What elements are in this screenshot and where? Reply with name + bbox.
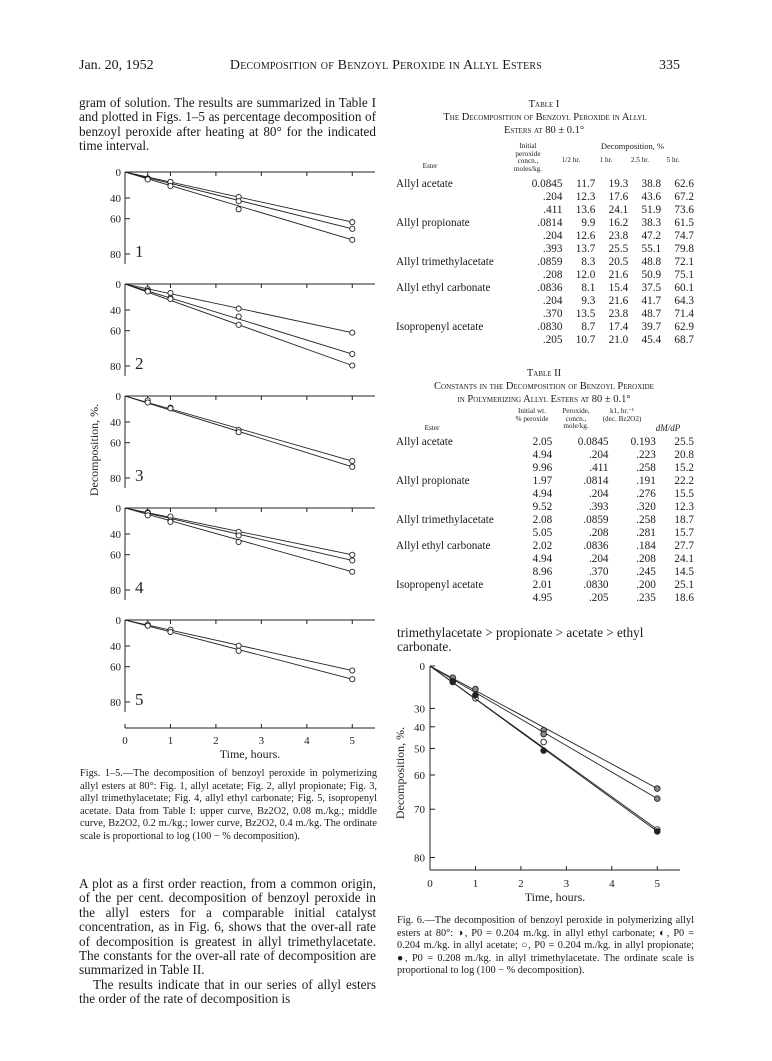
table2-caption-line1: Constants in the Decomposition of Benzoyl Peroxide: [434, 381, 654, 392]
fig15-ytick-label: 40: [110, 305, 121, 318]
table1-row: [394, 295, 696, 308]
table1-cell-c: .204: [542, 191, 563, 203]
table2: [394, 436, 696, 605]
table2-cell-k: .281: [636, 527, 656, 539]
table1-row: [394, 230, 696, 243]
table1-cell-ester: Allyl propionate: [396, 217, 470, 229]
fig15-panel-number: 1: [135, 242, 144, 261]
table1-cell-a: 9.3: [581, 295, 596, 307]
table1-row: [394, 334, 696, 347]
fig15-ytick-label: 60: [110, 213, 121, 226]
table2-cell-ester: [394, 449, 516, 462]
table1-col-t3: 2.5 hr.: [630, 156, 650, 164]
table2-row: [394, 553, 696, 566]
table1-cell-c: .393: [542, 243, 563, 255]
fig15-x-tick-label: 0: [122, 735, 128, 747]
table1-cell-ester: [394, 269, 516, 282]
body-paragraph-text: A plot as a first order reaction, from a common origin, of the per cent. decomposition of benzoyl peroxide in the allyl esters for a comparable initial catalyst concentration, as in Fig. 6, shows that the over-all rate of decomposition is greatest in allyl trimethylacetate. The constants for the over-all rate of decomposition are summarized in Table II.: [79, 876, 376, 978]
table2-cell-ester: [394, 566, 516, 579]
table1-cell-e: 73.6: [674, 204, 694, 216]
fig15-data-point: [350, 458, 355, 463]
table1-cell-c: .208: [542, 269, 563, 281]
fig15-ytick-label: 40: [110, 417, 121, 430]
table2-cell-d: 20.8: [674, 449, 694, 461]
fig15-data-point: [350, 677, 355, 682]
table1-cell-e: 71.4: [674, 308, 694, 320]
table1: [394, 178, 696, 347]
table1-cell-b: 16.2: [608, 217, 629, 229]
table2-cell-c: 0.0845: [577, 436, 609, 448]
table2-label: Table II: [526, 368, 562, 379]
table1-cell-ester: [394, 230, 516, 243]
intro-paragraph: gram of solution. The results are summarized in Table I and plotted in Figs. 1–5 as percentage decomposition of benzoyl peroxide after heating at 80° for the indicated time interval.: [79, 95, 376, 154]
table1-col-ester: Ester: [422, 162, 438, 170]
fig6-ytick-label: 30: [414, 703, 425, 716]
body-paragraph: [79, 877, 376, 1007]
table2-cell-c: .0859: [583, 514, 609, 526]
table2-row: [394, 579, 696, 592]
table1-cell-ester: [394, 295, 516, 308]
table2-cell-c: .0830: [583, 579, 609, 591]
table1-cell-d: 37.5: [641, 282, 662, 294]
table2-cell-c: .204: [588, 449, 609, 461]
table2-col-dm: dM/dP: [655, 423, 681, 433]
fig15-data-point: [145, 289, 150, 294]
fig6-y-label: Decomposition, %.: [393, 726, 407, 820]
table2-cell-k: .200: [636, 579, 656, 591]
fig15-data-point: [236, 643, 241, 648]
table2-cell-k: .245: [636, 566, 656, 578]
fig15-ytick-label: 80: [110, 249, 121, 261]
fig15-ytick-label: 40: [110, 193, 121, 206]
fig6-xtick-label: 4: [609, 878, 615, 890]
table1-cell-e: 60.1: [674, 282, 694, 294]
table1-cell-d: 43.6: [641, 191, 662, 203]
table2-cell-k: 0.193: [630, 436, 656, 448]
table2-cell-d: 15.5: [674, 488, 694, 500]
fig6-ytick-label: 80: [414, 852, 425, 865]
table1-cell-ester: [394, 204, 516, 217]
table2-cell-w: 9.52: [532, 501, 553, 513]
table2-row: [394, 462, 696, 475]
table1-cell-c: .0830: [537, 321, 563, 333]
fig15-ytick-label: 40: [110, 641, 121, 654]
fig15-panel-number: 3: [135, 466, 144, 485]
fig15-y-label: Decomposition, %.: [87, 403, 101, 497]
fig15-data-point: [350, 552, 355, 557]
fig15-x-tick-label: 1: [167, 735, 174, 747]
fig15-data-point: [350, 237, 355, 242]
table2-cell-w: 5.05: [532, 527, 553, 539]
fig15-data-point: [350, 220, 355, 225]
fig15-data-point: [236, 207, 241, 212]
running-header-title: Decomposition of Benzoyl Peroxide in Allyl Esters: [229, 58, 543, 73]
table1-caption-line2: Esters at 80 ± 0.1°: [503, 125, 585, 136]
fig15-data-point: [350, 363, 355, 368]
fig15-data-point: [236, 322, 241, 327]
table2-cell-c: .370: [588, 566, 609, 578]
table1-cell-a: 8.3: [581, 256, 596, 268]
table1-col-t1: 1/2 hr.: [561, 156, 581, 164]
table2-row: [394, 566, 696, 579]
figure-1-5: [80, 160, 380, 770]
table1-cell-d: 38.3: [641, 217, 662, 229]
table1-cell-c: .205: [542, 334, 563, 346]
table2-cell-d: 25.1: [674, 579, 694, 591]
fig6-data-point: [541, 731, 547, 737]
fig6-ytick-label: 60: [414, 770, 425, 783]
table1-cell-b: 17.4: [608, 321, 629, 333]
table1-cell-a: 9.9: [581, 217, 596, 229]
fig15-data-point: [145, 513, 150, 518]
table2-cell-ester: Isopropenyl acetate: [396, 579, 484, 591]
table1-cell-c: .204: [542, 295, 563, 307]
fig6-data-point: [654, 829, 660, 835]
table2-cell-w: 2.01: [532, 579, 553, 591]
table2-cell-w: 4.94: [532, 449, 553, 461]
table1-row: [394, 217, 696, 230]
table1-cell-ester: Allyl acetate: [396, 178, 453, 190]
fig6-data-point: [450, 678, 456, 684]
table2-cell-w: 2.02: [532, 540, 553, 552]
table1-cell-b: 21.0: [608, 334, 629, 346]
table2-cell-c: .204: [588, 553, 609, 565]
table1-cell-c: .411: [543, 204, 563, 216]
table1-cell-ester: Allyl trimethylacetate: [396, 256, 494, 268]
table2-cell-k: .223: [636, 449, 656, 461]
fig15-ytick-label: 80: [110, 697, 121, 709]
fig15-ytick-label: 60: [110, 549, 121, 562]
table2-cell-c: .0814: [583, 475, 609, 487]
fig15-x-tick-label: 5: [349, 735, 356, 747]
table1-col-initial: Initial peroxide concn., moles/kg.: [513, 142, 543, 173]
table2-cell-k: .235: [636, 592, 656, 604]
fig6-xtick-label: 2: [518, 878, 524, 890]
fig6-xtick-label: 0: [427, 878, 433, 890]
table2-cell-c: .204: [588, 488, 609, 500]
fig15-data-point: [168, 519, 173, 524]
table1-label: Table I: [528, 99, 560, 110]
table2-cell-w: 1.97: [532, 475, 553, 487]
table1-cell-b: 21.6: [608, 269, 629, 281]
page-number: 335: [659, 58, 680, 73]
table1-row: [394, 269, 696, 282]
table1-cell-d: 41.7: [641, 295, 662, 307]
fig15-ytick-label: 0: [115, 615, 121, 627]
table2-cell-d: 24.1: [674, 553, 694, 565]
table1-cell-b: 25.5: [608, 243, 629, 255]
fig15-data-point: [350, 464, 355, 469]
table1-row: [394, 178, 696, 191]
fig15-data-point: [236, 306, 241, 311]
fig15-data-point: [168, 406, 173, 411]
table1-cell-d: 47.2: [641, 230, 662, 242]
table1-cell-c: .0814: [537, 217, 563, 229]
fig6-ytick-label: 40: [414, 721, 425, 734]
table2-cell-c: .0836: [583, 540, 609, 552]
table1-cell-d: 39.7: [641, 321, 662, 333]
table2-cell-k: .191: [636, 475, 656, 487]
table1-cell-a: 12.0: [575, 269, 596, 281]
fig15-data-point: [350, 351, 355, 356]
fig15-ytick-label: 60: [110, 661, 121, 674]
table2-row: [394, 475, 696, 488]
fig15-panel-number: 5: [135, 690, 144, 709]
table1-cell-a: 13.7: [575, 243, 596, 255]
fig6-ytick-label: 50: [414, 743, 425, 756]
table1-cell-e: 72.1: [674, 256, 694, 268]
table1-cell-ester: [394, 191, 516, 204]
fig15-data-point: [145, 400, 150, 405]
table1-cell-a: 10.7: [575, 334, 596, 346]
fig15-ytick-label: 60: [110, 325, 121, 338]
table1-cell-d: 48.8: [641, 256, 662, 268]
fig15-x-label: Time, hours.: [219, 747, 281, 761]
fig15-ytick-label: 60: [110, 437, 121, 450]
table1-cell-c: .0859: [537, 256, 563, 268]
table2-caption-line2: in Polymerizing Allyl Esters at 80 ± 0.1°: [457, 394, 631, 405]
fig15-ytick-label: 0: [115, 391, 121, 403]
table2-cell-k: .208: [636, 553, 656, 565]
table1-cell-e: 67.2: [674, 191, 694, 203]
table2-row: [394, 527, 696, 540]
body-paragraph-text-2: The results indicate that in our series of allyl esters the order of the rate of decomposition is: [79, 976, 376, 1007]
table2-row: [394, 501, 696, 514]
table2-cell-c: .411: [589, 462, 609, 474]
table1-col-t2: 1 hr.: [599, 156, 613, 164]
table2-cell-d: 15.7: [674, 527, 694, 539]
running-header-date: Jan. 20, 1952: [79, 58, 154, 73]
table2-cell-d: 12.3: [674, 501, 694, 513]
table1-col-t4: 5 hr.: [666, 156, 680, 164]
table2-cell-ester: [394, 488, 516, 501]
fig6-xtick-label: 3: [563, 878, 570, 890]
table1-cell-b: 23.8: [608, 230, 629, 242]
fig15-data-point: [236, 533, 241, 538]
table2-cell-d: 15.2: [674, 462, 694, 474]
fig15-ytick-label: 40: [110, 529, 121, 542]
fig15-data-point: [236, 430, 241, 435]
table1-cell-ester: [394, 243, 516, 256]
table1-cell-a: 12.6: [575, 230, 596, 242]
table2-cell-k: .258: [636, 514, 656, 526]
table1-row: [394, 256, 696, 269]
table2-cell-c: .393: [588, 501, 609, 513]
table1-cell-a: 13.5: [575, 308, 596, 320]
fig15-panel-number: 4: [135, 578, 144, 597]
fig15-ytick-label: 0: [115, 167, 121, 179]
table2-cell-ester: [394, 553, 516, 566]
table2-cell-w: 2.08: [532, 514, 553, 526]
table2-row: [394, 488, 696, 501]
table1-cell-ester: [394, 334, 516, 347]
table2-cell-d: 18.6: [674, 592, 694, 604]
table1-cell-b: 20.5: [608, 256, 629, 268]
fig15-data-point: [350, 330, 355, 335]
table1-cell-c: .0836: [537, 282, 563, 294]
table2-cell-ester: Allyl acetate: [396, 436, 453, 448]
table1-cell-ester: [394, 308, 516, 321]
table2-cell-k: .258: [636, 462, 656, 474]
table2-row: [394, 592, 696, 605]
table1-cell-c: .204: [542, 230, 563, 242]
table1-cell-d: 55.1: [641, 243, 662, 255]
table2-cell-w: 4.94: [532, 553, 553, 565]
table2-cell-w: 4.95: [532, 592, 553, 604]
fig15-ytick-label: 0: [115, 503, 121, 515]
fig15-ytick-label: 80: [110, 361, 121, 373]
table1-row: [394, 308, 696, 321]
fig15-data-point: [168, 183, 173, 188]
table2-cell-w: 8.96: [532, 566, 553, 578]
figure-6-caption: Fig. 6.—The decomposition of benzoyl peroxide in polymerizing allyl esters at 80°: ◑, P0 = 0.204 m./kg. in allyl ethyl carbonate; ◐, P0 = 0.204 m./kg. in allyl acetate; ○, P0 = 0.204 m./kg. in allyl propionate; ●, P0 = 0.208 m./kg. in allyl trimethylacetate. The ordinate scale is proportional to log (100 − % decomposition).: [397, 915, 694, 977]
fig6-data-point: [541, 748, 547, 754]
table2-cell-c: .208: [588, 527, 609, 539]
fig15-data-point: [145, 623, 150, 628]
table1-cell-ester: Allyl ethyl carbonate: [396, 282, 491, 294]
table1-cell-e: 62.6: [674, 178, 694, 190]
fig15-data-point: [350, 569, 355, 574]
table1-cell-c: 0.0845: [531, 178, 563, 190]
table2-cell-d: 18.7: [674, 514, 694, 526]
table2-col-k1: k1, hr.⁻¹ (dec. Bz2O2): [602, 407, 642, 423]
fig6-ytick-label: 70: [414, 804, 425, 817]
table1-cell-d: 48.7: [641, 308, 662, 320]
table2-cell-d: 22.2: [674, 475, 694, 487]
figure-6: [390, 658, 690, 912]
fig15-data-point: [236, 199, 241, 204]
figure-1-5-caption: Figs. 1–5.—The decomposition of benzoyl peroxide in polymerizing allyl esters at 80°: Fig. 1, allyl acetate; Fig. 2, allyl propionate; Fig. 3, allyl trimethylacetate; Fig. 4, allyl ethyl carbonate; Fig. 5, isopropenyl acetate. Data from Table I: upper curve, Bz2O2, 0.08 m./kg.; middle curve, Bz2O2, 0.2 m./kg.; lower curve, Bz2O2, 0.4 m./kg. The ordinate scale is proportional to log (100 − % decomposition).: [80, 768, 377, 842]
table2-cell-d: 14.5: [674, 566, 694, 578]
table1-cell-b: 17.6: [608, 191, 629, 203]
fig6-data-point: [473, 692, 479, 698]
table1-cell-e: 64.3: [674, 295, 694, 307]
table2-cell-ester: Allyl trimethylacetate: [396, 514, 494, 526]
table2-cell-ester: Allyl propionate: [396, 475, 470, 487]
table1-cell-c: .370: [542, 308, 563, 320]
fig15-data-point: [236, 314, 241, 319]
fig15-ytick-label: 80: [110, 585, 121, 597]
table1-row: [394, 321, 696, 334]
table1-row: [394, 243, 696, 256]
fig15-data-point: [350, 668, 355, 673]
table1-cell-a: 8.7: [581, 321, 596, 333]
fig15-data-point: [145, 177, 150, 182]
table1-cell-a: 13.6: [575, 204, 596, 216]
table2-row: [394, 449, 696, 462]
fig15-data-point: [168, 629, 173, 634]
table1-caption-line1: The Decomposition of Benzoyl Peroxide in Allyl: [443, 112, 647, 123]
fig15-ytick-label: 80: [110, 473, 121, 485]
table1-cell-e: 62.9: [674, 321, 694, 333]
table1-cell-b: 15.4: [608, 282, 629, 294]
fig15-series-line: [125, 172, 352, 240]
fig15-x-tick-label: 4: [304, 735, 310, 747]
table2-cell-ester: [394, 592, 516, 605]
table1-row: [394, 204, 696, 217]
table1-cell-e: 68.7: [674, 334, 694, 346]
table1-row: [394, 282, 696, 295]
order-text: trimethylacetate > propionate > acetate > ethyl carbonate.: [397, 625, 644, 655]
table2-cell-k: .276: [636, 488, 656, 500]
table1-cell-b: 19.3: [608, 178, 629, 190]
fig15-panel-number: 2: [135, 354, 144, 373]
table1-col-group: Decomposition, %: [600, 141, 665, 151]
table1-cell-ester: Isopropenyl acetate: [396, 321, 484, 333]
fig6-xtick-label: 1: [472, 878, 479, 890]
table2-cell-ester: Allyl ethyl carbonate: [396, 540, 491, 552]
fig6-data-point: [654, 796, 660, 802]
table1-cell-d: 45.4: [641, 334, 662, 346]
fig15-data-point: [236, 648, 241, 653]
fig6-ytick-label: 0: [419, 661, 425, 673]
table1-cell-e: 79.8: [674, 243, 694, 255]
table1-cell-b: 21.6: [608, 295, 629, 307]
fig15-ytick-label: 0: [115, 279, 121, 291]
table2-cell-d: 25.5: [674, 436, 694, 448]
table2-cell-d: 27.7: [674, 540, 694, 552]
table1-cell-a: 12.3: [575, 191, 596, 203]
table2-cell-ester: [394, 527, 516, 540]
table2-cell-w: 4.94: [532, 488, 553, 500]
fig15-data-point: [350, 558, 355, 563]
table1-cell-e: 75.1: [674, 269, 694, 281]
fig15-data-point: [350, 226, 355, 231]
table2-cell-w: 9.96: [532, 462, 553, 474]
table2-row: [394, 514, 696, 527]
table1-cell-e: 61.5: [674, 217, 694, 229]
fig6-data-point: [541, 739, 547, 745]
table1-cell-d: 51.9: [641, 204, 662, 216]
table2-cell-k: .184: [636, 540, 656, 552]
table1-cell-b: 23.8: [608, 308, 629, 320]
table1-cell-a: 11.7: [576, 178, 596, 190]
table1-cell-d: 38.8: [641, 178, 662, 190]
fig15-data-point: [236, 539, 241, 544]
table2-col-ester: Ester: [424, 424, 440, 432]
table2-row: [394, 540, 696, 553]
table2-row: [394, 436, 696, 449]
fig6-x-label: Time, hours.: [524, 890, 586, 904]
table2-cell-k: .320: [636, 501, 656, 513]
table2-cell-ester: [394, 462, 516, 475]
fig6-data-point: [473, 686, 479, 692]
table1-cell-e: 74.7: [674, 230, 694, 242]
fig6-data-point: [654, 786, 660, 792]
table2-cell-ester: [394, 501, 516, 514]
table2-col-peroxide: Peroxide, concn., mole/kg.: [562, 407, 590, 431]
fig6-xtick-label: 5: [654, 878, 661, 890]
table2-col-initial: Initial wt. % peroxide: [515, 407, 549, 423]
table1-cell-d: 50.9: [641, 269, 662, 281]
table1-cell-b: 24.1: [608, 204, 629, 216]
table1-row: [394, 191, 696, 204]
table2-cell-c: .205: [588, 592, 609, 604]
fig15-data-point: [168, 296, 173, 301]
table1-cell-a: 8.1: [581, 282, 596, 294]
fig15-x-tick-label: 3: [258, 735, 265, 747]
fig15-x-tick-label: 2: [213, 735, 219, 747]
table2-cell-w: 2.05: [532, 436, 553, 448]
